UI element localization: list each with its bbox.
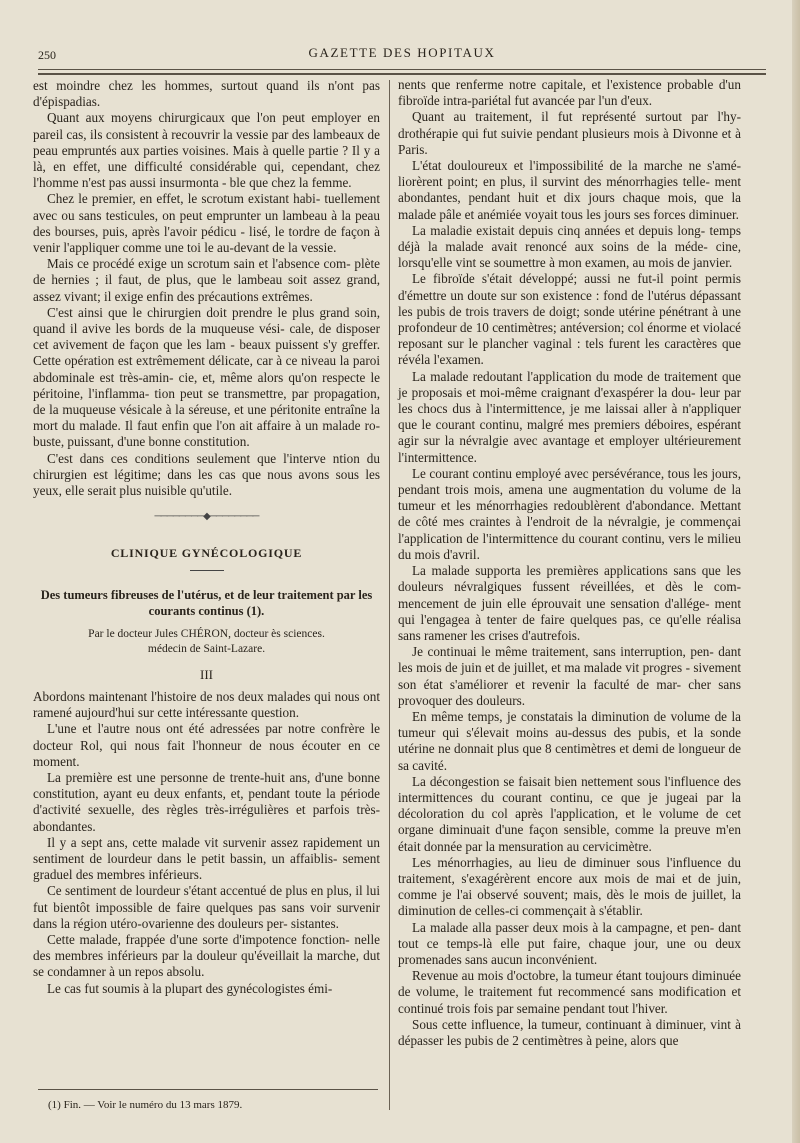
paragraph: L'une et l'autre nous ont été adressées par notre confrère le docteur Rol, qui nous fait l'honneur de nous écouter en ce moment.	[33, 721, 380, 769]
paragraph: La malade alla passer deux mois à la campagne, et pen- dant tout ce temps-là elle put faire, chaque jour, une ou deux promenades sans aucun inconvénient.	[398, 919, 741, 967]
paragraph: Il y a sept ans, cette malade vit survenir assez rapidement un sentiment de lourdeur dans le petit bassin, un affaiblis- sement graduel des membres inférieurs.	[33, 834, 380, 883]
page-number: 250	[38, 48, 56, 62]
paragraph: Revenue au mois d'octobre, la tumeur étant toujours diminuée de volume, le traitement fut recommencé sans modification et continué trois fois par semaine pendant tout l'hiver.	[398, 968, 741, 1016]
paragraph: Mais ce procédé exige un scrotum sain et l'absence com- plète de hernies ; il faut, de plus, que le lambeau soit assez grand, assez vivant; il exige enfin des précautions extrêmes.	[33, 256, 380, 304]
paragraph: La première est une personne de trente-huit ans, d'une bonne constitution, ayant eu deux enfants, et, pendant toute la période d'activité sexuelle, des règles très-irrégulières et parfois très-abondantes.	[33, 769, 380, 834]
byline	[33, 627, 380, 657]
paragraph: Abordons maintenant l'histoire de nos deux malades qui nous ont ramené aujourd'hui sur cette intéressante question.	[33, 688, 380, 721]
paragraph: C'est ainsi que le chirurgien doit prendre le plus grand soin, quand il avive les bords de la muqueuse vési- cale, de disposer cet avivement de façon que les lam - beaux puissent s'y greffer. Cette opération est extrêmement délicate, car à ce niveau la paroi abdominale est très-amin- cie, et, même alors qu'on respecte le péritoine, l'inflamma- tion peut se transmettre, par propagation, de la muqueuse vésicale à la séreuse, et une péritonite entraîne la mort du malade. Il faut enfin que l'on ait affaire à un malade ro- buste, puissant, d'une bonne constitution.	[33, 304, 380, 450]
paragraph: En même temps, je constatais la diminution de volume de la tumeur qui s'élevait moins au-dessus des pubis, et la sonde utérine ne donnait plus que 8 centimètres et demi de longueur de sa cavité.	[398, 708, 741, 773]
right-column	[398, 77, 741, 1049]
paragraph: nents que renferme notre capitale, et l'existence probable d'un fibroïde intra-pariétal fut avancée par l'un d'eux.	[398, 77, 741, 109]
paragraph: est moindre chez les hommes, surtout quand ils n'ont pas d'épispadias.	[33, 78, 380, 110]
page-header	[38, 43, 766, 63]
paragraph: Les ménorrhagies, au lieu de diminuer sous l'influence du traitement, s'exagérèrent encore aux mois de mai et de juin, comme je l'ai observé souvent; mais, dès le mois de juillet, la diminution de celles-ci commençait à s'établir.	[398, 854, 741, 919]
paragraph: La décongestion se faisait bien nettement sous l'influence des intermittences du courant continu, ce que je jugeai par la décoloration du col après l'application, et le volume de cet organe diminuait d'une façon sensible, comme la preuve m'en était donnée par la mensuration au cervicimètre.	[398, 773, 741, 854]
paragraph: Ce sentiment de lourdeur s'étant accentué de plus en plus, il lui fut bientôt impossible de faire quelques pas sans voir survenir dans la région utéro-ovarienne des douleurs per- sistantes.	[33, 883, 380, 931]
paragraph: C'est dans ces conditions seulement que l'interve ntion du chirurgien est légitime; dans les cas que nous avons sous les yeux, elle serait plus nuisible qu'utile.	[33, 450, 380, 499]
footnote-rule	[38, 1089, 378, 1090]
paragraph: Cette malade, frappée d'une sorte d'impotence fonction- nelle des membres inférieurs par la douleur qu'éveillait la marche, dut se condamner à un repos absolu.	[33, 931, 380, 980]
footnote: (1) Fin. — Voir le numéro du 13 mars 1879.	[48, 1099, 243, 1111]
paragraph: La malade supporta les premières applications sans que les douleurs névralgiques fussent réveillées, et dès le com- mencement de juin elle éprouvait une sensation d'allége- ment qui l'engagea à tenter de faire quelques pas, ce qu'elle réalisa sans ramener les crises d'autrefois.	[398, 563, 741, 643]
left-column	[33, 78, 380, 997]
page-edge	[792, 0, 800, 1143]
byline-affiliation: médecin de Saint-Lazare.	[147, 642, 266, 655]
section-title: CLINIQUE GYNÉCOLOGIQUE	[110, 546, 303, 561]
paragraph: Le courant continu employé avec persévérance, tous les jours, pendant trois mois, amena une augmentation du volume de la tumeur et les ménorrhagies redoublèrent d'abondance. Mettant de côté mes craintes à l'endroit de la névralgie, je commençai l'application de l'intermittence du courant continu, vers le milieu du mois d'avril.	[398, 465, 741, 562]
column-divider	[389, 80, 390, 1110]
paragraph: L'état douloureux et l'impossibilité de la marche ne s'amé- liorèrent point; en plus, il survint des ménorrhagies telle- ment abondantes, pendant huit et dix jours chaque mois, que la malade pâle et anémiée voyait tous les jours ses forces diminuer.	[398, 158, 741, 222]
section-separator: ────────◆────────	[154, 511, 259, 523]
paragraph: Quant au traitement, il fut représenté surtout par l'hy- drothérapie qui fut suivie pendant plusieurs mois à Divonne et à Paris.	[398, 109, 741, 157]
paragraph: Quant aux moyens chirurgicaux que l'on peut employer en pareil cas, ils consistent à recouvrir la vessie par des lambeaux de peau empruntés aux parties voisines. Mais à quelle partie ? Il y a là, en effet, une difficulté considérable qui, cependant, chez l'homme n'est pas aussi insurmonta - ble que chez la femme.	[33, 110, 380, 191]
paragraph: Je continuai le même traitement, sans interruption, pen- dant les mois de juin et de juillet, et ma malade vit progres - sivement son état s'améliorer et revenir la faculté de mar- cher sans provoquer des douleurs.	[398, 644, 741, 708]
part-number: III	[200, 666, 213, 682]
header-rule-thick	[38, 73, 766, 75]
paragraph: Sous cette influence, la tumeur, continuant à diminuer, vint à dépasser les pubis de 2 centimètres à peine, alors que	[398, 1016, 741, 1048]
paragraph: La malade redoutant l'application du mode de traitement que je proposais et moi-même craignant d'exaspérer la dou- leur par les chocs dus à l'intermittence, je me laissai aller à n'appliquer que le courant continu, malgré mes premiers déboires, espérant agir sur la névralgie avec avantage et employer ultérieurement l'intermittence.	[398, 368, 741, 465]
journal-title: GAZETTE DES HOPITAUX	[308, 45, 496, 60]
article-title: Des tumeurs fibreuses de l'utérus, et de leur traitement par les courants continus (1).	[40, 587, 373, 618]
paragraph: Chez le premier, en effet, le scrotum existant habi- tuellement avec ou sans testicules, on peut emprunter un lambeau à la peau des bourses, puis, après l'avoir pédicu - lisé, le tordre de façon à venir l'appliquer comme une toi le au-devant de la vessie.	[33, 191, 380, 256]
paragraph: Le fibroïde s'était développé; aussi ne fut-il point permis d'émettre un doute sur son existence : fond de l'utérus dépassant les pubis de trois travers de doigt; sonde utérine pénétrant à une profondeur de 10 centimètres; antéversion; col énorme et violacé reposant sur le plancher vaginal : tels furent les caractères que révéla l'examen.	[398, 271, 741, 368]
short-rule	[190, 570, 224, 571]
header-rule	[38, 69, 766, 70]
byline-author: Par le docteur Jules CHÉRON, docteur ès sciences.	[88, 627, 325, 640]
paragraph: La maladie existait depuis cinq années et depuis long- temps déjà la malade avait renoncé aux soins de la méde- cine, lorsqu'elle vint se soumettre à mon examen, au mois de janvier.	[398, 222, 741, 271]
paragraph: Le cas fut soumis à la plupart des gynécologistes émi-	[47, 980, 333, 996]
